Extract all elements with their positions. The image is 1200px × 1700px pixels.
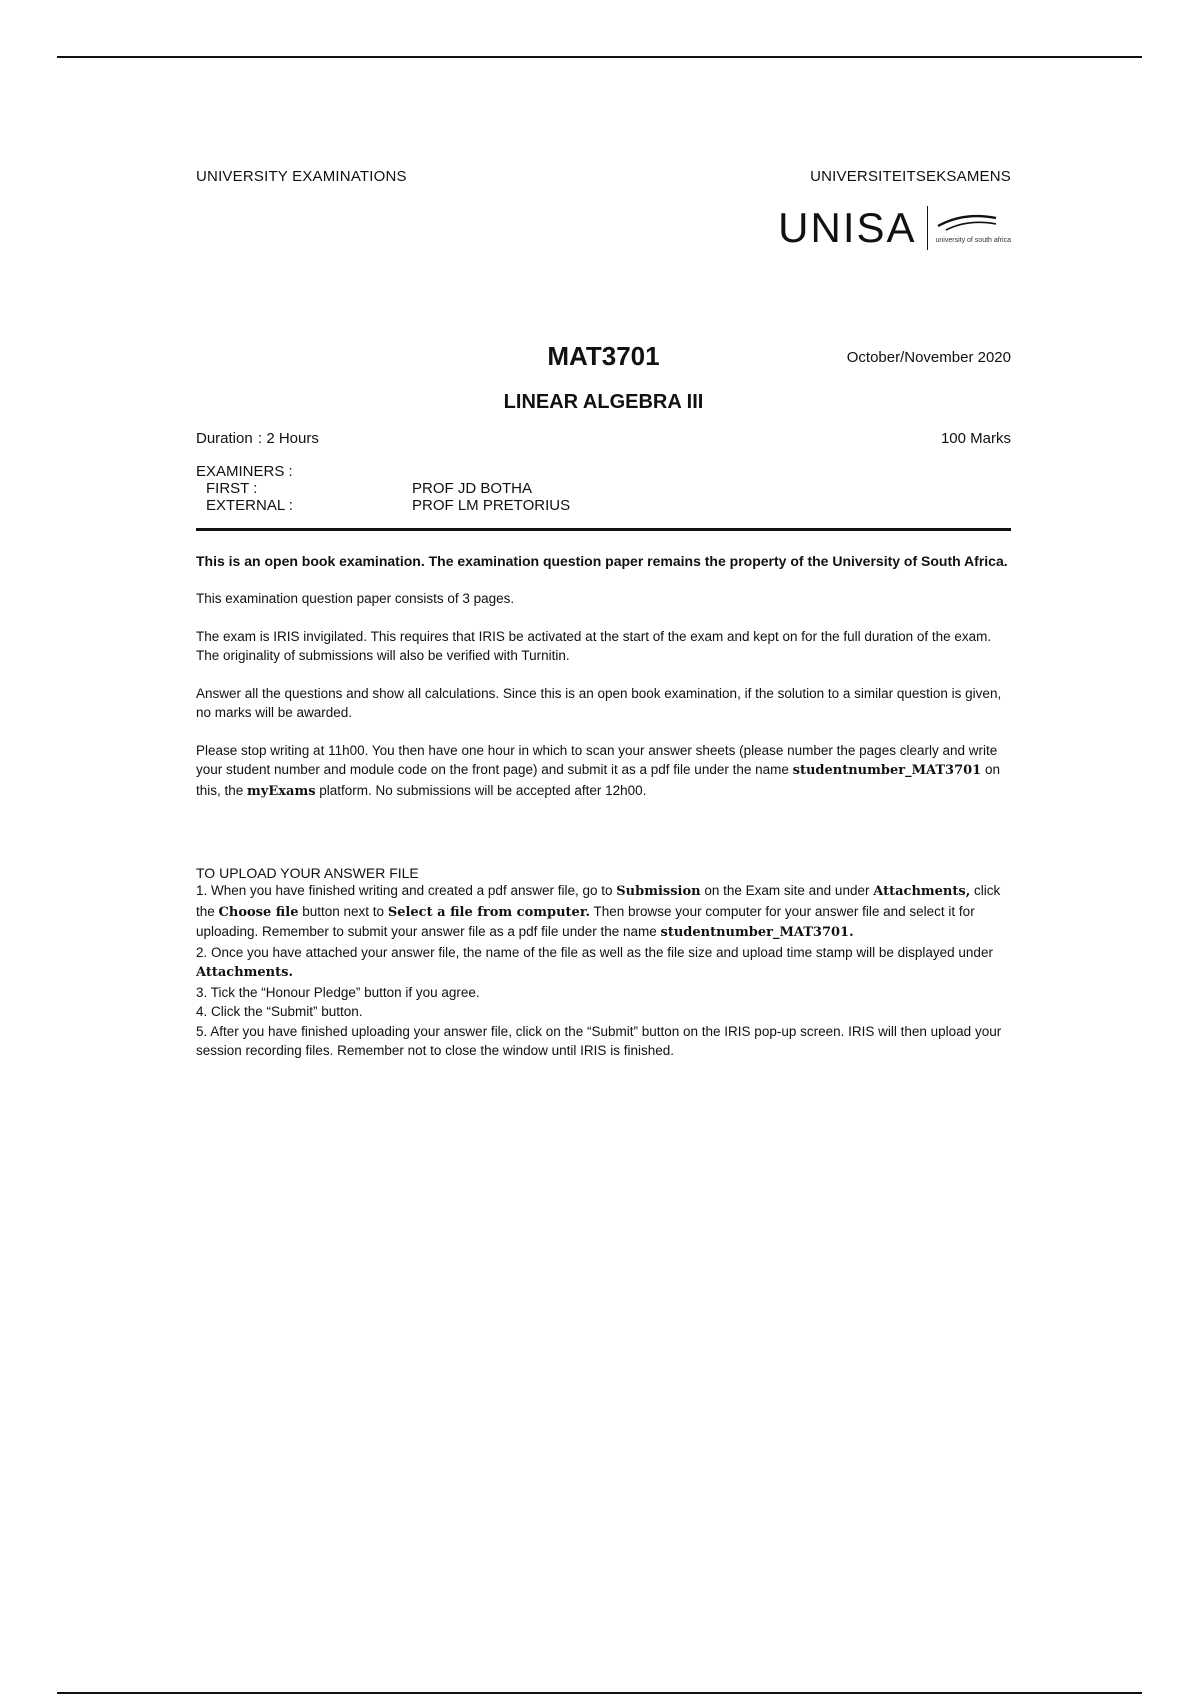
upload-steps <box>196 881 1011 1061</box>
exam-cover-page <box>196 168 1011 1061</box>
file-name-format: studentnumber_MAT3701 <box>792 763 982 778</box>
step1-text-c: click the <box>196 883 1001 919</box>
first-examiner-label: FIRST : <box>206 480 258 497</box>
step1-submission: Submission <box>616 884 701 899</box>
answer-instructions: Answer all the questions and show all calculations. Since this is an open book examination, if the solution to a similar question is given, no marks will be awarded. <box>196 685 1002 720</box>
upload-step-5: 5. After you have finished uploading your answer file, click on the “Submit” button on the IRIS pop-up screen. IRIS will then upload your session recording files. Remember not to close the window until IRIS is finished. <box>196 1023 1002 1058</box>
deadline-text-a: Please stop writing at 11h00. You then have one hour in which to scan your answer sheets (please number the pages clearly and write your student number and module code on the front page) and submit it as a pdf file under the name <box>196 742 998 777</box>
module-title: LINEAR ALGEBRA III <box>503 391 704 413</box>
platform-name: myExams <box>247 783 316 799</box>
deadline-text-b: on this, the <box>196 762 1001 798</box>
step1-text-e: Then browse your computer for your answer file and select it for uploading. Remember to submit your answer file as a pdf file under the name <box>196 903 975 939</box>
duration-value: : 2 Hours <box>258 430 319 447</box>
top-rule <box>57 56 1142 58</box>
external-examiner <box>196 497 1011 514</box>
step1-text-b: on the Exam site and under <box>704 883 870 898</box>
step1-file-name: studentnumber_MAT3701. <box>660 925 854 940</box>
external-examiner-name: PROF LM PRETORIUS <box>412 497 571 514</box>
header-row <box>196 168 1011 185</box>
code-row <box>196 341 1011 375</box>
logo-divider <box>927 206 928 250</box>
upload-step-2 <box>196 943 1011 983</box>
step1-select-file: Select a file from computer. <box>387 904 590 920</box>
step1-choose-file: Choose file <box>218 904 299 920</box>
total-marks: 100 Marks <box>940 430 1011 447</box>
module-code: MAT3701 <box>547 341 660 371</box>
step1-text-d: button next to <box>302 903 385 919</box>
duration-label: Duration <box>196 430 253 447</box>
header-afrikaans: UNIVERSITEITSEKSAMENS <box>810 168 1011 185</box>
step2-text: 2. Once you have attached your answer file, the name of the file as well as the file size and upload time stamp will be displayed under <box>196 944 993 960</box>
logo-swoosh-icon <box>936 212 998 234</box>
examiners-block <box>196 463 1011 514</box>
upload-step-4: 4. Click the “Submit” button. <box>196 1004 363 1019</box>
step2-attachments: Attachments. <box>196 965 293 980</box>
step1-text-a: 1. When you have finished writing and created a pdf answer file, go to <box>196 883 613 898</box>
submission-deadline <box>196 741 1011 802</box>
step1-attachments: Attachments, <box>873 884 971 899</box>
page-count-note: This examination question paper consists of 3 pages. <box>196 591 515 606</box>
logo-wordmark: UNISA <box>778 204 917 251</box>
open-book-notice: This is an open book examination. The examination question paper remains the property of the University of South Africa. <box>196 553 1008 569</box>
first-examiner <box>196 480 1011 497</box>
header-english: UNIVERSITY EXAMINATIONS <box>196 168 407 185</box>
section-divider <box>196 528 1011 531</box>
iris-note: The exam is IRIS invigilated. This requires that IRIS be activated at the start of the exam and kept on for the full duration of the exam. The originality of submissions will also be verified with Turnitin. <box>196 628 992 663</box>
unisa-logo <box>778 204 1011 252</box>
upload-heading: TO UPLOAD YOUR ANSWER FILE <box>196 865 419 881</box>
logo-emblem <box>936 212 1011 245</box>
first-examiner-name: PROF JD BOTHA <box>412 480 533 497</box>
exam-date: October/November 2020 <box>846 349 1011 366</box>
examiners-heading: EXAMINERS : <box>196 463 293 480</box>
duration <box>196 430 319 447</box>
external-examiner-label: EXTERNAL : <box>206 497 293 514</box>
duration-row <box>196 430 1011 447</box>
upload-step-1 <box>196 881 1011 943</box>
upload-step-3: 3. Tick the “Honour Pledge” button if you agree. <box>196 984 480 1000</box>
logo-tagline: university of south africa <box>935 236 1011 244</box>
deadline-text-c: platform. No submissions will be accepted after 12h00. <box>319 782 647 798</box>
bottom-rule <box>57 1692 1142 1694</box>
